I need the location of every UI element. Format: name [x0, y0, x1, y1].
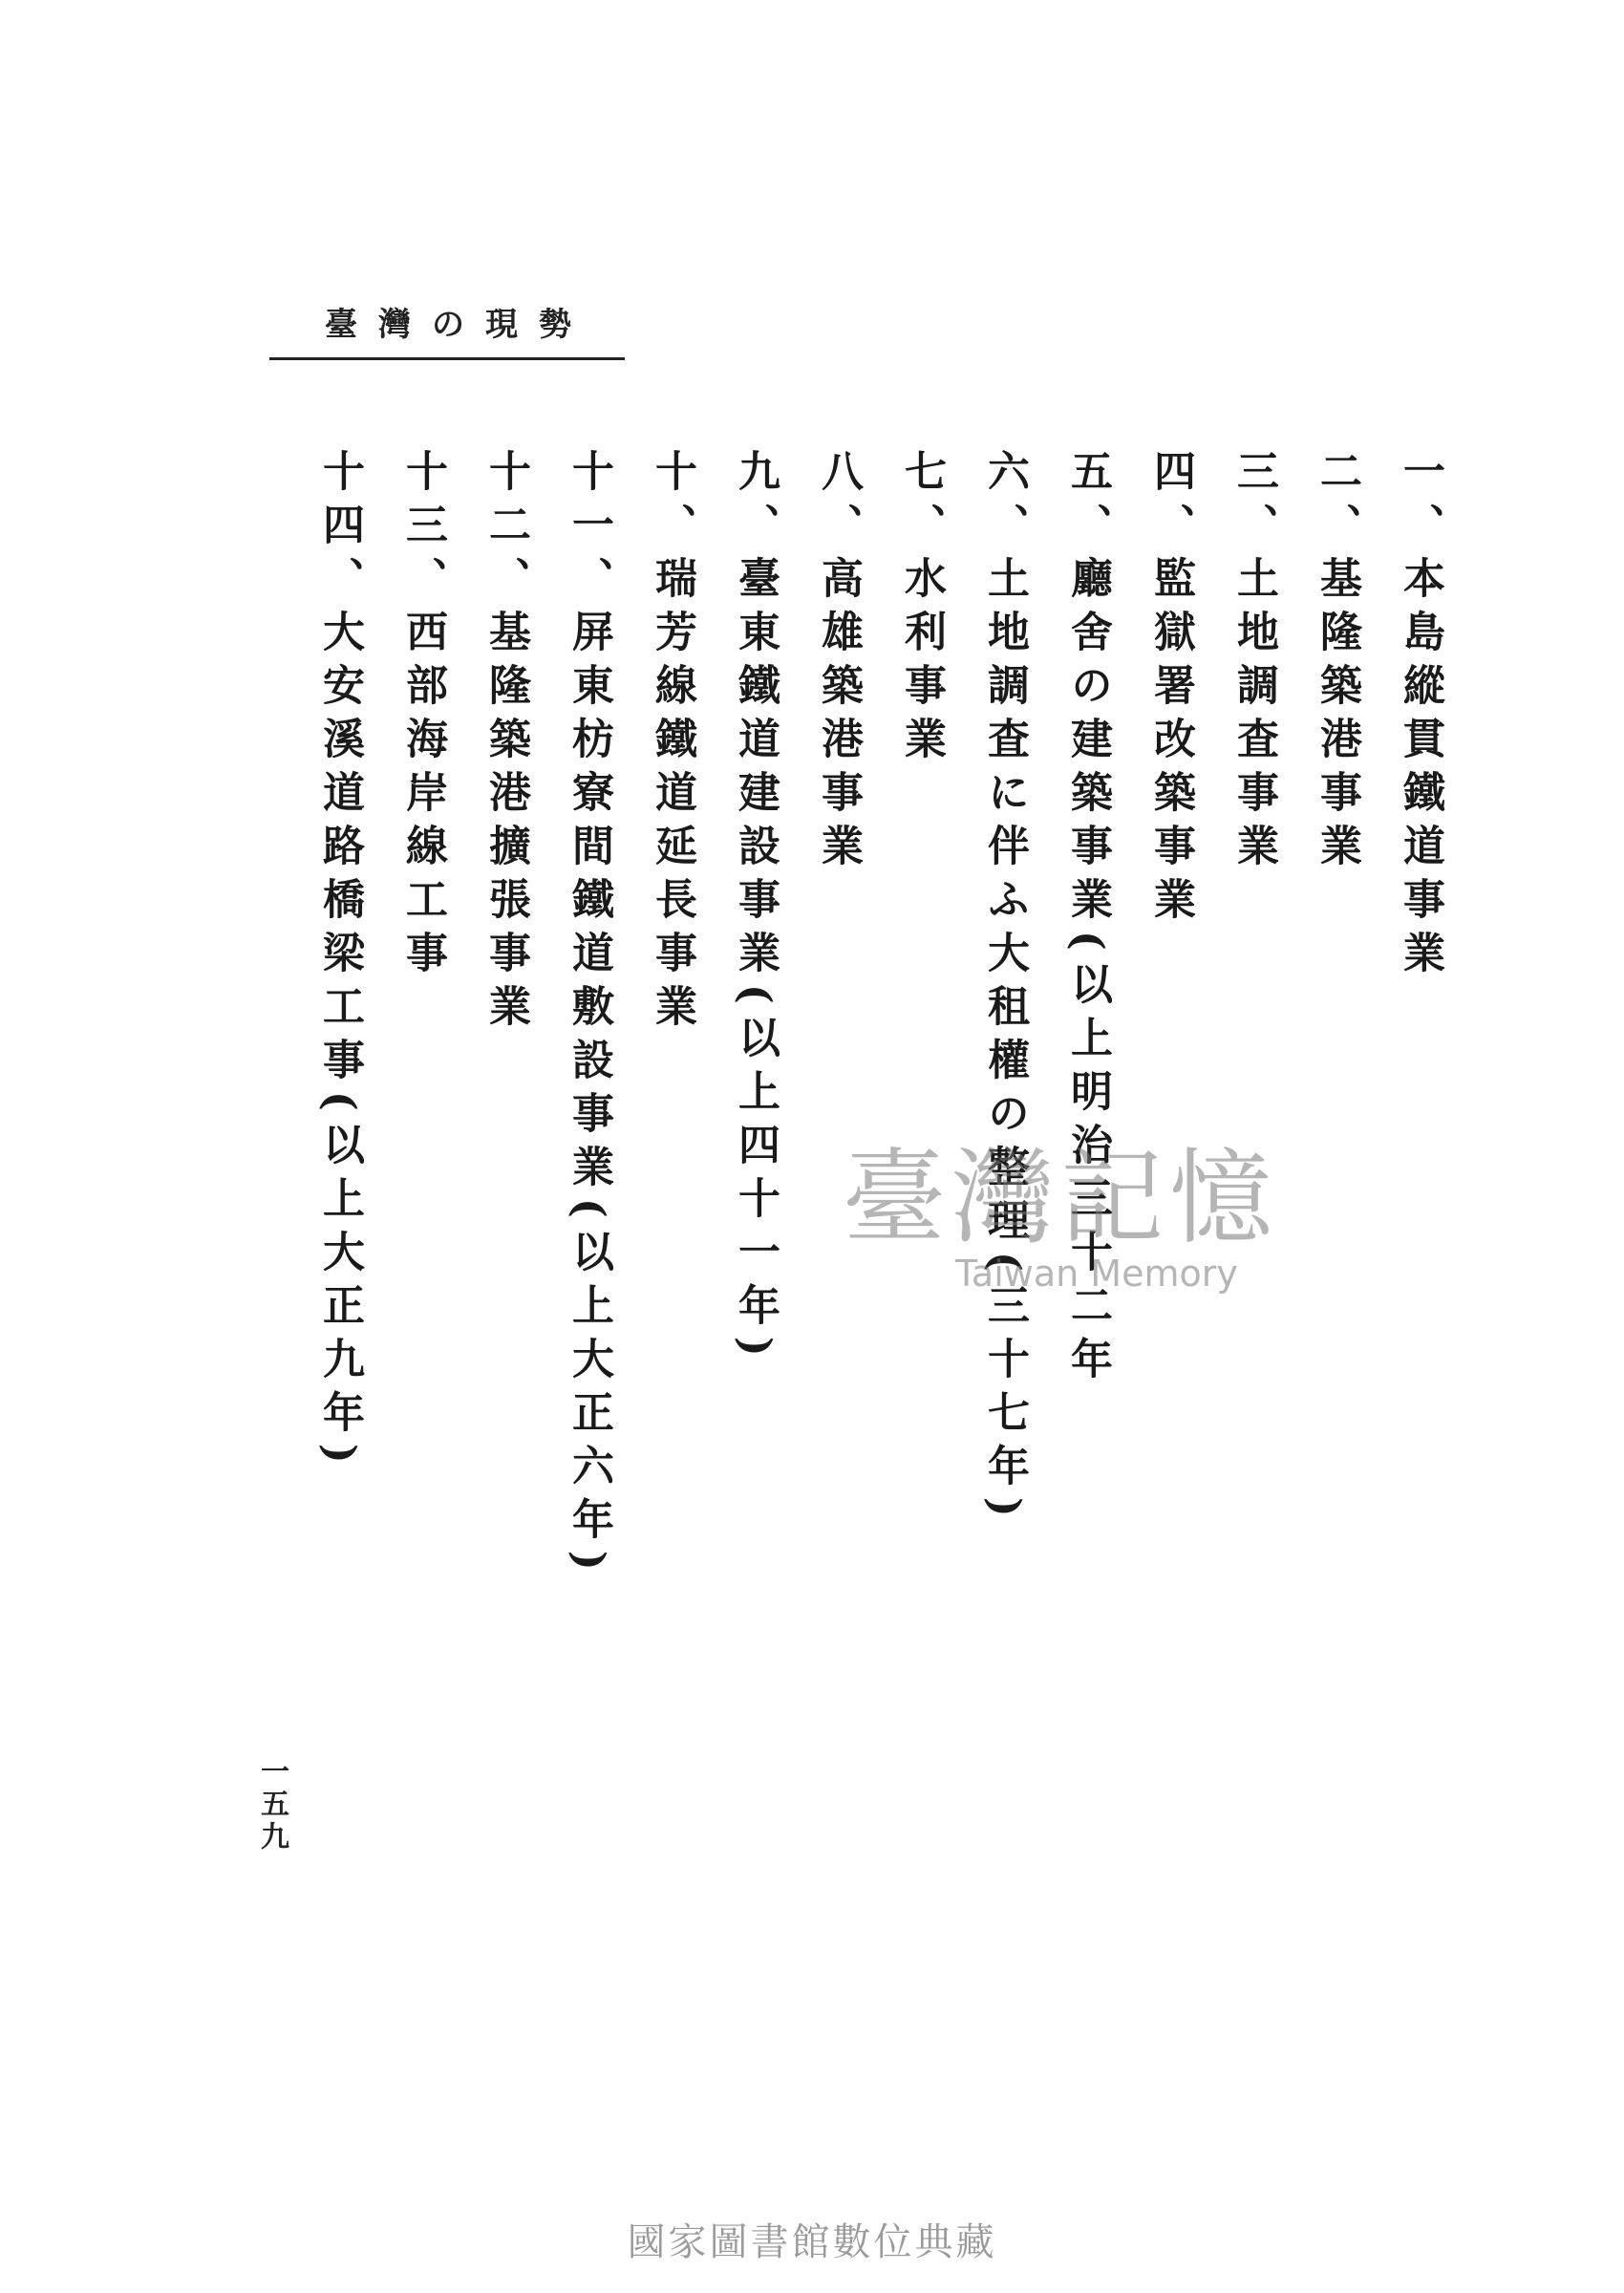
project-list [296, 449, 1462, 1582]
list-item: 一、本島縱貫鐵道事業 [1396, 449, 1444, 984]
list-item: 六、土地調査に伴ふ大租權の整理(三十七年) [980, 449, 1029, 1529]
list-item: 二、基隆築港事業 [1313, 449, 1361, 877]
list-item: 十一、屏東枋寮間鐵道敷設事業(以上大正六年) [565, 449, 613, 1582]
list-item: 十三、西部海岸線工事 [398, 449, 447, 984]
list-item: 五、廳舍の建築事業(以上明治三十二年 [1063, 449, 1112, 1390]
watermark-english: Taiwan Memory [955, 1253, 1238, 1295]
list-item: 十二、基隆築港擴張事業 [481, 449, 530, 1038]
list-item: 十、瑞芳線鐵道延長事業 [648, 449, 696, 1038]
footer-source: 國家圖書館數位典藏 [627, 2220, 997, 2264]
list-item: 八、高雄築港事業 [814, 449, 863, 877]
list-item: 三、土地調査事業 [1229, 449, 1278, 877]
header-rule [269, 357, 625, 360]
page-number: 一五九 [255, 1756, 288, 1854]
list-item: 四、監獄署改築事業 [1146, 449, 1195, 931]
watermark-chinese: 臺灣記憶 [842, 1139, 1278, 1258]
running-header: 臺灣の現勢 [325, 306, 592, 344]
list-item: 十四、大安溪道路橋梁工事(以上大正九年) [315, 449, 364, 1475]
list-item: 九、臺東鐵道建設事業(以上四十一年) [731, 449, 780, 1368]
list-item: 七、水利事業 [897, 449, 946, 770]
